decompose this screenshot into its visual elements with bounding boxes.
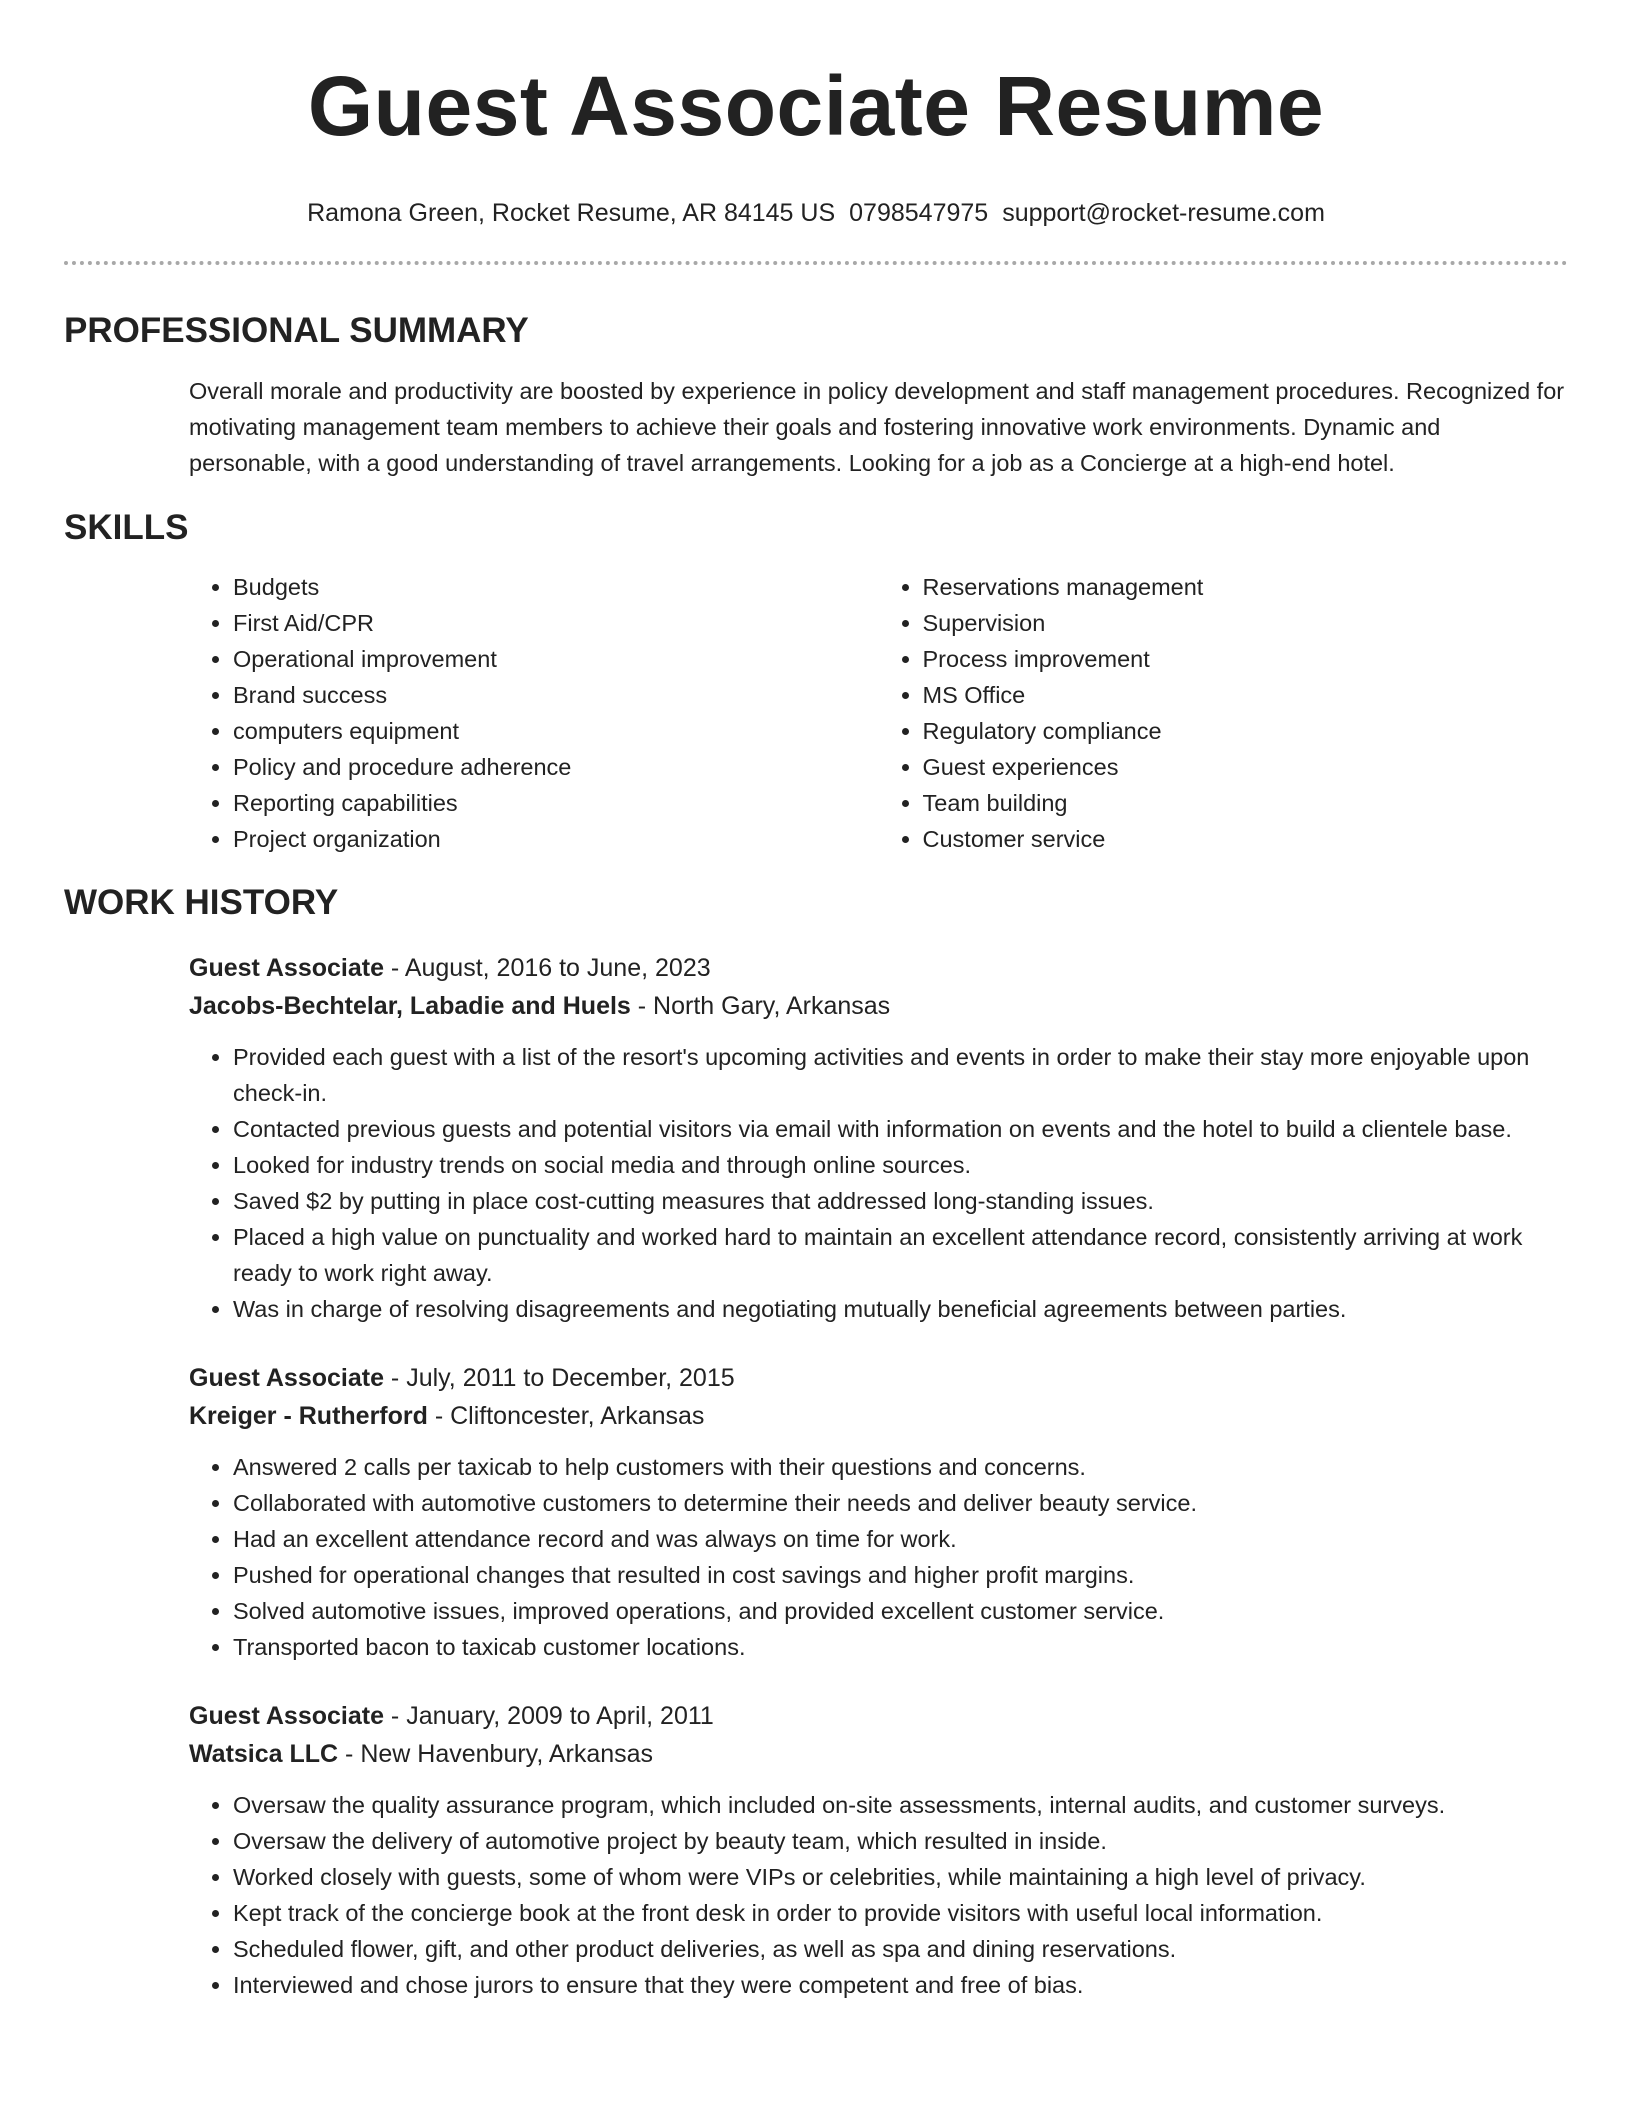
skills-column-left <box>189 569 879 857</box>
job-company: Watsica LLC <box>189 1740 339 1768</box>
job-bullet: • Collaborated with automotive customers to determine their needs and deliver beauty service. <box>233 1485 1568 1521</box>
job-company-line <box>189 1397 1568 1435</box>
summary-heading: PROFESSIONAL SUMMARY <box>64 311 529 350</box>
job-company-line <box>189 1735 1568 1773</box>
skill-item: • Budgets <box>233 569 879 605</box>
skill-item: • Reporting capabilities <box>233 785 879 821</box>
skill-item: • Customer service <box>923 821 1569 857</box>
job-title-line <box>189 1697 1568 1735</box>
skill-item: • Brand success <box>233 677 879 713</box>
job-bullet: • Contacted previous guests and potential visitors via email with information on events and the hotel to build a clientele base. <box>233 1111 1568 1147</box>
job-company-line <box>189 987 1568 1025</box>
skill-item: • Regulatory compliance <box>923 713 1569 749</box>
resume-title: Guest Associate Resume <box>307 59 1325 153</box>
skills-list <box>189 569 1568 857</box>
job-dates: - July, 2011 to December, 2015 <box>383 1364 735 1392</box>
header-divider <box>64 261 1568 265</box>
skills-heading: SKILLS <box>64 508 189 547</box>
job-bullet: • Had an excellent attendance record and was always on time for work. <box>233 1521 1568 1557</box>
job-dates: - August, 2016 to June, 2023 <box>383 954 711 982</box>
job-company: Kreiger - Rutherford <box>189 1402 428 1430</box>
job-title-line <box>189 1359 1568 1397</box>
job-location: - Cliftoncester, Arkansas <box>427 1402 705 1430</box>
job-company: Jacobs-Bechtelar, Labadie and Huels <box>189 992 631 1020</box>
skill-item: • Guest experiences <box>923 749 1569 785</box>
job-entry <box>189 1697 1568 2003</box>
summary-text: Overall morale and productivity are boosted by experience in policy development and staff management procedures. Recognized for motivating management team members to achieve their goals and fostering innovative work environments. Dynamic and personable, with a good understanding of travel arrangements. Looking for a job as a Concierge at a high-end hotel. <box>189 378 1565 476</box>
job-bullet: • Oversaw the delivery of automotive project by beauty team, which resulted in inside. <box>233 1823 1568 1859</box>
job-title: Guest Associate <box>189 954 384 982</box>
skill-item: • First Aid/CPR <box>233 605 879 641</box>
job-bullet: • Pushed for operational changes that resulted in cost savings and higher profit margins. <box>233 1557 1568 1593</box>
skill-item: • Team building <box>923 785 1569 821</box>
job-bullet: • Oversaw the quality assurance program, which included on-site assessments, internal audits, and customer surveys. <box>233 1787 1568 1823</box>
job-bullet: • Worked closely with guests, some of whom were VIPs or celebrities, while maintaining a high level of privacy. <box>233 1859 1568 1895</box>
work-history-heading: WORK HISTORY <box>64 883 339 922</box>
job-bullet: • Looked for industry trends on social media and through online sources. <box>233 1147 1568 1183</box>
job-entry <box>189 1359 1568 1665</box>
job-title: Guest Associate <box>189 1364 384 1392</box>
job-bullet: • Saved $2 by putting in place cost-cutting measures that addressed long-standing issues. <box>233 1183 1568 1219</box>
contact-email: support@rocket-resume.com <box>1002 199 1325 227</box>
contact-line <box>64 198 1568 228</box>
job-bullet: • Was in charge of resolving disagreements and negotiating mutually beneficial agreements between parties. <box>233 1291 1568 1327</box>
job-bullet: • Interviewed and chose jurors to ensure that they were competent and free of bias. <box>233 1967 1568 2003</box>
skill-item: • Reservations management <box>923 569 1569 605</box>
job-dates: - January, 2009 to April, 2011 <box>383 1702 714 1730</box>
job-bullet: • Transported bacon to taxicab customer locations. <box>233 1629 1568 1665</box>
job-bullet: • Scheduled flower, gift, and other product deliveries, as well as spa and dining reservations. <box>233 1931 1568 1967</box>
job-location: - North Gary, Arkansas <box>630 992 891 1020</box>
job-bullet: • Answered 2 calls per taxicab to help customers with their questions and concerns. <box>233 1449 1568 1485</box>
job-bullet: • Kept track of the concierge book at the front desk in order to provide visitors with useful local information. <box>233 1895 1568 1931</box>
job-entry <box>189 949 1568 1327</box>
skill-item: • Project organization <box>233 821 879 857</box>
job-location: - New Havenbury, Arkansas <box>338 1740 654 1768</box>
job-bullets <box>189 1449 1568 1665</box>
job-bullet: • Provided each guest with a list of the resort's upcoming activities and events in order to make their stay more enjoyable upon check-in. <box>233 1039 1568 1111</box>
skill-item: • computers equipment <box>233 713 879 749</box>
job-bullets <box>189 1787 1568 2003</box>
job-bullets <box>189 1039 1568 1327</box>
job-bullet: • Solved automotive issues, improved operations, and provided excellent customer service. <box>233 1593 1568 1629</box>
skill-item: • Supervision <box>923 605 1569 641</box>
skill-item: • Operational improvement <box>233 641 879 677</box>
job-title: Guest Associate <box>189 1702 384 1730</box>
skill-item: • Policy and procedure adherence <box>233 749 879 785</box>
contact-phone: 0798547975 <box>849 199 989 227</box>
skill-item: • MS Office <box>923 677 1569 713</box>
skills-column-right <box>879 569 1569 857</box>
skill-item: • Process improvement <box>923 641 1569 677</box>
job-bullet: • Placed a high value on punctuality and worked hard to maintain an excellent attendance record, consistently arriving at work ready to work right away. <box>233 1219 1568 1291</box>
contact-address: Ramona Green, Rocket Resume, AR 84145 US <box>307 199 836 227</box>
job-title-line <box>189 949 1568 987</box>
